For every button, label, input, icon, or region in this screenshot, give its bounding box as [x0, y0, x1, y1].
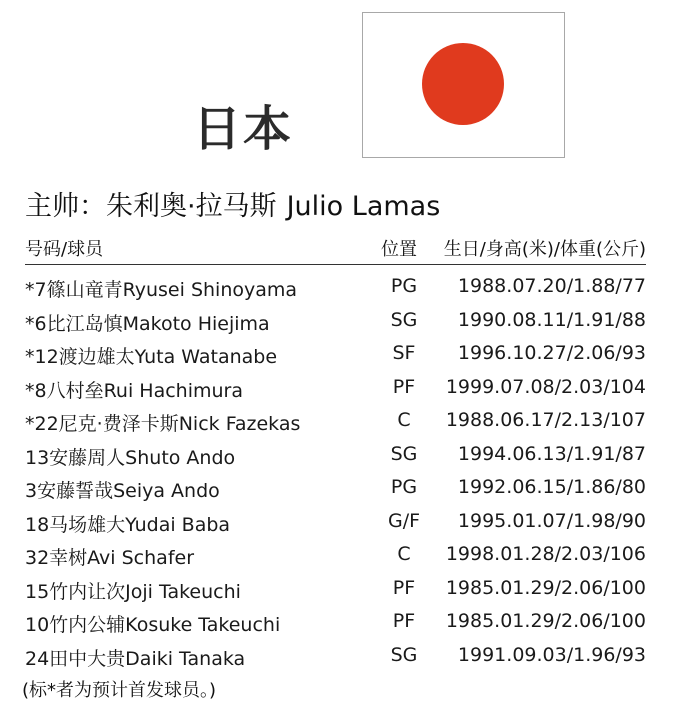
header-divider	[25, 264, 646, 265]
player-position: G/F	[387, 509, 421, 532]
roster-header	[25, 232, 646, 262]
player-position: SG	[390, 308, 418, 331]
player-info: 1988.07.20/1.88/77	[457, 275, 646, 297]
head-coach-name-en: Julio Lamas	[286, 191, 441, 222]
player-position: C	[397, 543, 411, 565]
player-position: SF	[392, 342, 416, 364]
player-position: SG	[390, 442, 418, 465]
player-position: PF	[392, 610, 416, 632]
player-info: 1998.01.28/2.03/106	[445, 543, 646, 565]
column-header-player: 号码/球员	[25, 239, 104, 260]
team-title: 日本	[193, 101, 294, 157]
player-info: 1999.07.08/2.03/104	[445, 375, 646, 398]
player-row	[25, 371, 646, 405]
player-info: 1995.01.07/1.98/90	[457, 509, 646, 532]
head-coach-line	[25, 191, 440, 223]
player-row	[25, 337, 646, 371]
player-position: PF	[392, 576, 416, 599]
player-name: 13安藤周人Shuto Ando	[25, 446, 236, 469]
player-name: 32幸树Avi Schafer	[25, 547, 195, 569]
player-row	[25, 605, 646, 639]
column-header-position: 位置	[381, 239, 417, 260]
player-name: 24田中大贵Daiki Tanaka	[25, 647, 246, 670]
player-row	[25, 639, 646, 673]
player-position: PG	[390, 275, 418, 297]
player-name: 10竹内公辅Kosuke Takeuchi	[25, 614, 281, 636]
player-row	[25, 538, 646, 572]
starter-footnote: (标*者为预计首发球员。)	[22, 680, 217, 701]
flag-red-disc	[422, 43, 504, 125]
player-row	[25, 270, 646, 304]
player-position: SG	[390, 643, 418, 666]
japan-flag	[362, 12, 565, 158]
player-name: *12渡边雄太Yuta Watanabe	[25, 346, 278, 368]
player-name: *6比江岛慎Makoto Hiejima	[25, 312, 270, 335]
player-info: 1994.06.13/1.91/87	[457, 442, 646, 465]
player-row	[25, 304, 646, 338]
player-position: PG	[390, 476, 418, 498]
player-info: 1985.01.29/2.06/100	[445, 576, 646, 599]
player-row	[25, 505, 646, 539]
player-name: *7篠山竜青Ryusei Shinoyama	[25, 279, 298, 301]
player-row	[25, 572, 646, 606]
player-name: 18马场雄大Yudai Baba	[25, 513, 231, 536]
player-row	[25, 471, 646, 505]
player-row	[25, 438, 646, 472]
player-position: PF	[392, 375, 416, 398]
player-row	[25, 404, 646, 438]
roster-table	[25, 270, 646, 672]
head-coach-label: 主帅：朱利奥·拉马斯	[25, 191, 277, 222]
player-info: 1990.08.11/1.91/88	[457, 308, 646, 331]
player-name: 15竹内让次Joji Takeuchi	[25, 580, 241, 603]
player-name: *22尼克·费泽卡斯Nick Fazekas	[25, 413, 301, 435]
column-header-info: 生日/身高(米)/体重(公斤)	[443, 239, 646, 260]
player-position: C	[397, 409, 411, 431]
player-name: *8八村垒Rui Hachimura	[25, 379, 243, 402]
player-info: 1988.06.17/2.13/107	[445, 409, 646, 431]
player-info: 1991.09.03/1.96/93	[457, 643, 646, 666]
player-info: 1996.10.27/2.06/93	[457, 342, 646, 364]
player-info: 1985.01.29/2.06/100	[445, 610, 646, 632]
player-info: 1992.06.15/1.86/80	[457, 476, 646, 498]
player-name: 3安藤誓哉Seiya Ando	[25, 480, 220, 502]
